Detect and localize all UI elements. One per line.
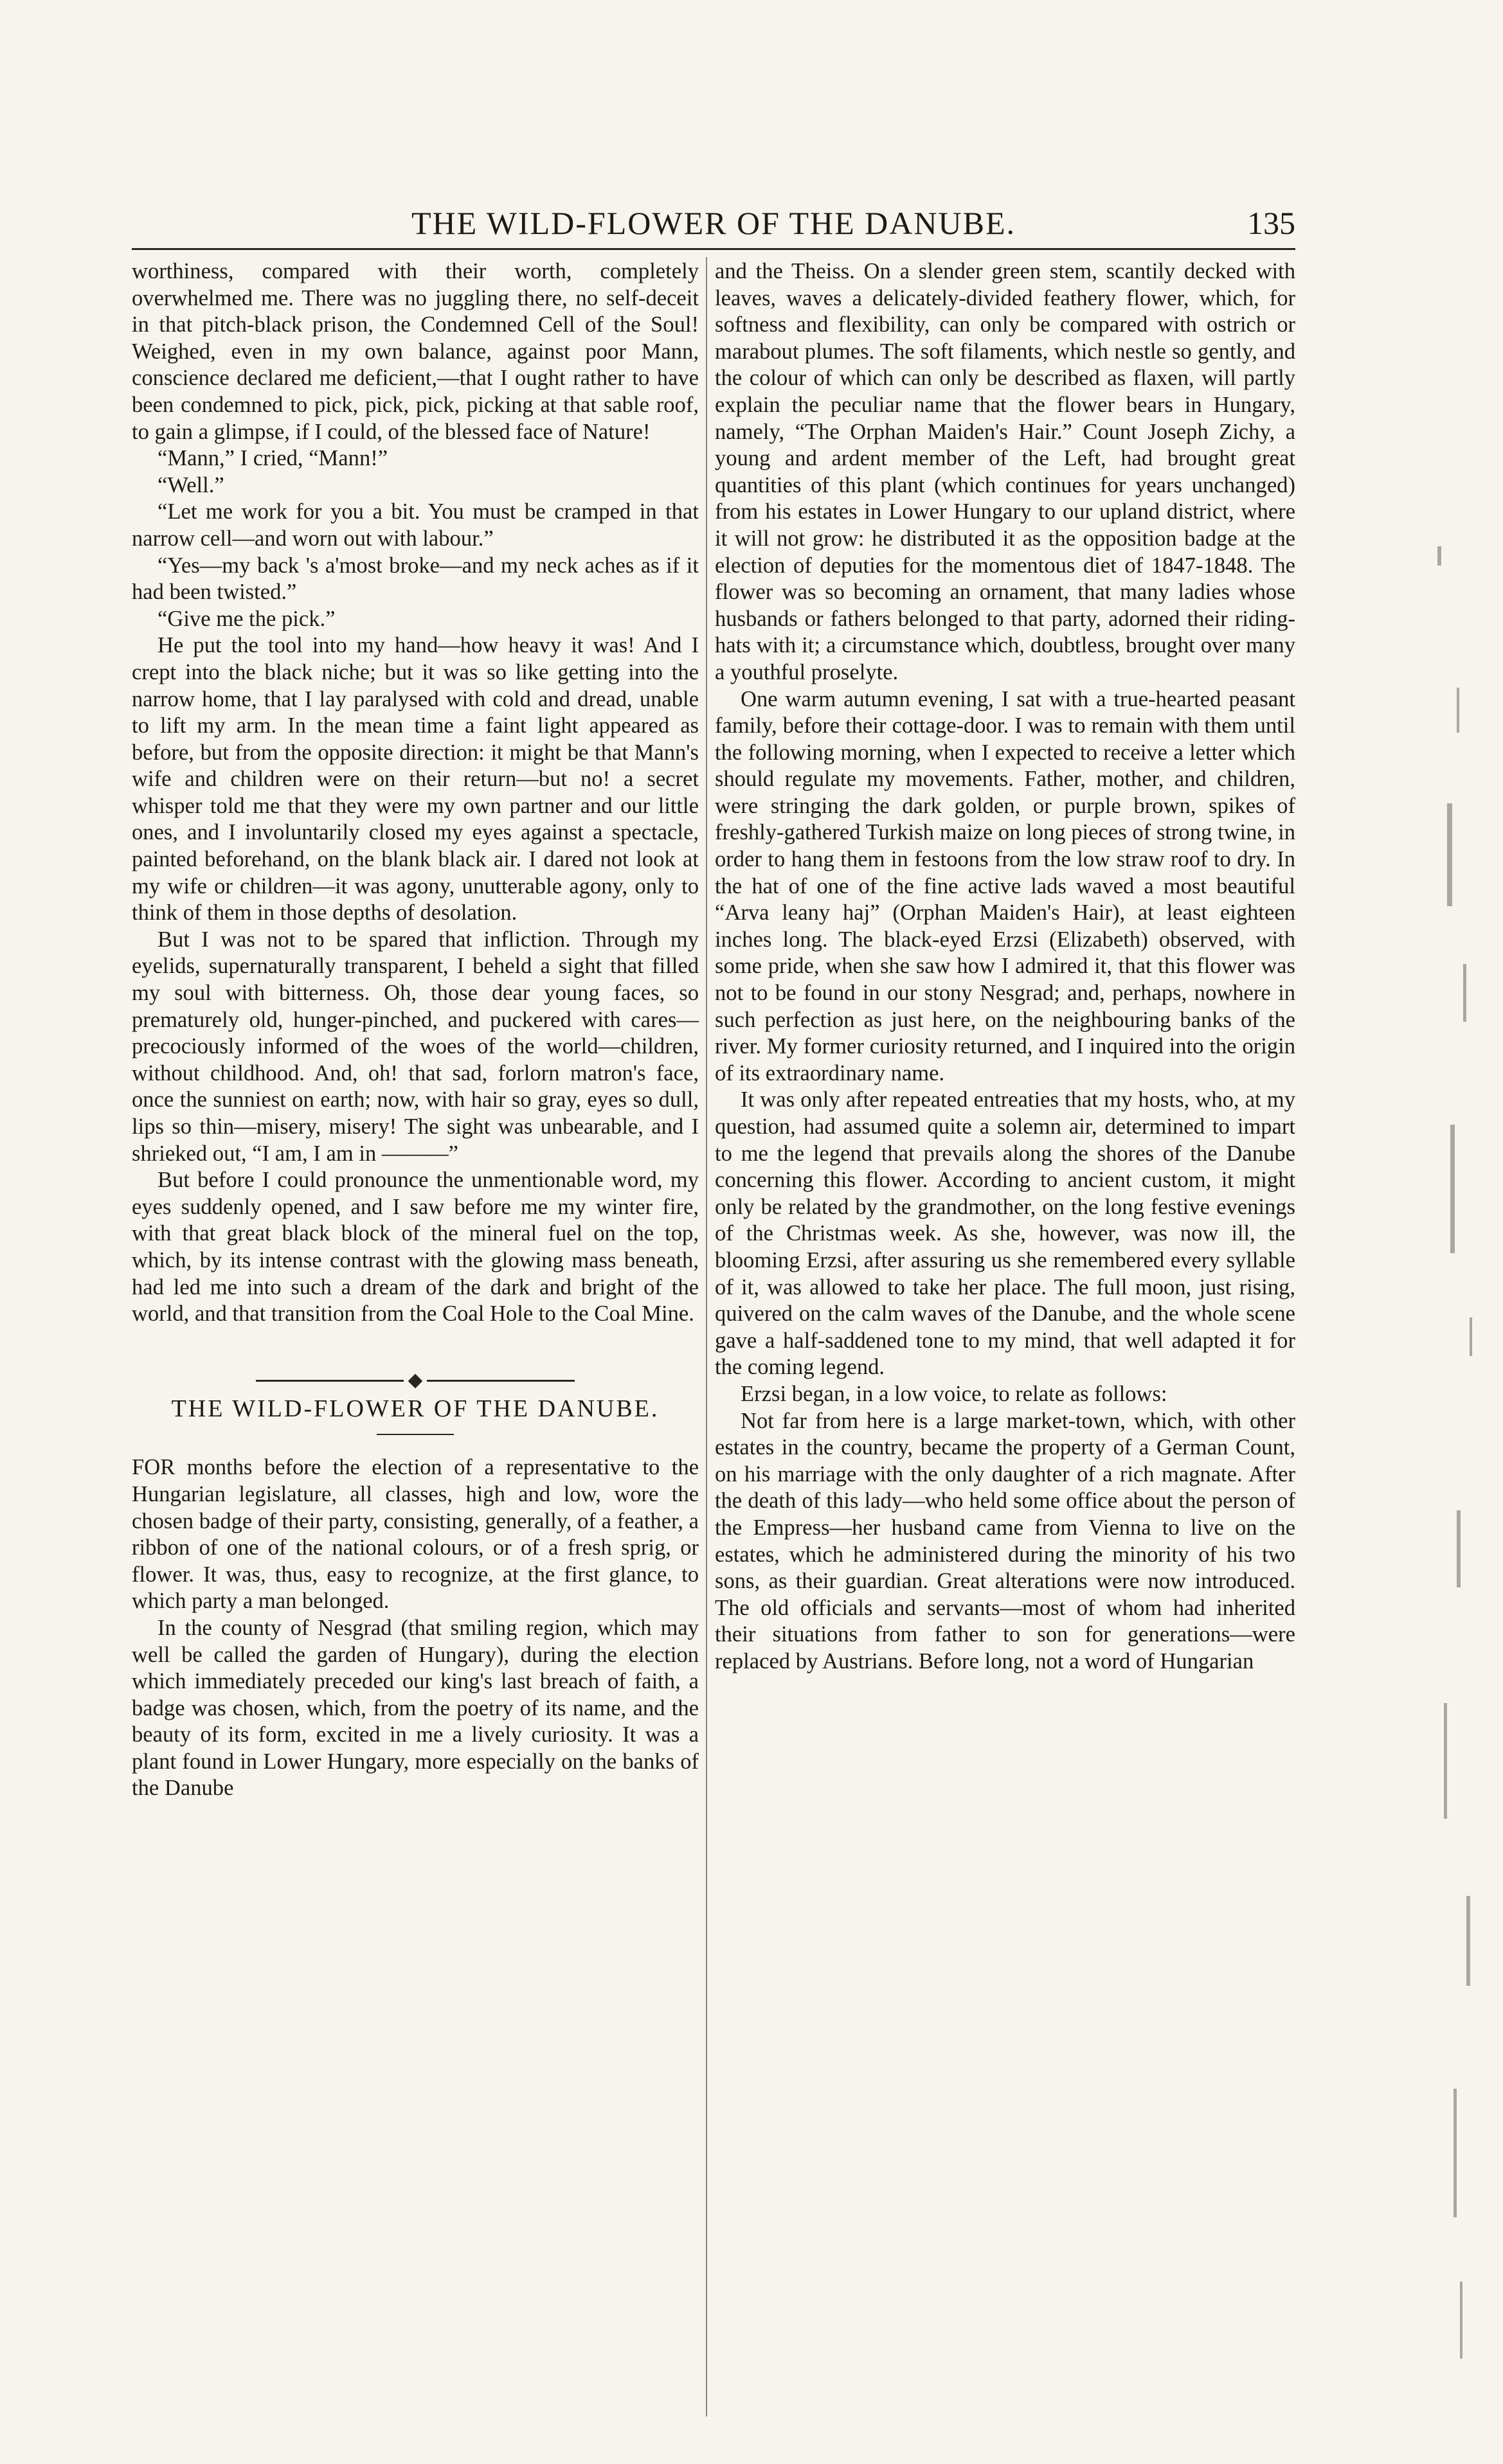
paragraph: and the Theiss. On a slender green stem, scantily decked with leaves, waves a delicately-divided feathery flower, which, for softness and flexibility, can only be compared with ostrich or marabout plumes. The soft filaments, which nestle so gently, and the colour of which can only be described as flaxen, will partly explain the peculiar name that the flower bears in Hungary, namely, “The Orphan Maiden's Hair.” Count Joseph Zichy, a young and ardent member of the Left, had brought great quantities of this plant (which continues for years unchanged) from his estates in Lower Hungary to our upland district, where it will not grow: he distributed it as the opposition badge at the election of deputies for the momentous diet of 1847-1848. The flower was so becoming an ornament, that many ladies whose husbands or fathers belonged to that party, adorned their riding-hats with it; a circumstance which, doubtless, brought over many a youthful proselyte. <box>715 259 1295 684</box>
paragraph: It was only after repeated entreaties that my hosts, who, at my question, had assumed quite a solemn air, determined to impart to me the legend that prevails along the shores of the Danube concerning this flower. According to ancient custom, it might only be related by the grandmother, on the long festive evenings of the Christmas week. As she, however, was now ill, the blooming Erzsi, after assuring us she remembered every syllable of it, was allowed to take her place. The full moon, just rising, quivered on the calm waves of the Danube, and the whole scene gave a half-saddened tone to my mind, that well adapted it for the coming legend. <box>715 1087 1295 1380</box>
paragraph: “Let me work for you a bit. You must be cramped in that narrow cell—and worn out with labour.” <box>132 499 699 551</box>
paragraph: “Well.” <box>158 472 224 497</box>
page-number: 135 <box>1247 205 1295 241</box>
section-ornament <box>132 1366 699 1382</box>
right-column-text <box>715 258 1295 1675</box>
article-title: THE WILD-FLOWER OF THE DANUBE. <box>171 1395 660 1422</box>
paragraph: “Yes—my back 's a'most broke—and my neck aches as if it had been twisted.” <box>132 553 699 605</box>
left-column-article-text <box>132 1454 699 1802</box>
left-column-text <box>132 258 699 1328</box>
paragraph: Erzsi began, in a low voice, to relate as follows: <box>741 1381 1167 1406</box>
column-divider <box>706 257 707 2416</box>
paragraph: “Give me the pick.” <box>158 606 336 631</box>
paragraph: He put the tool into my hand—how heavy it was! And I crept into the black niche; but it was so like getting into the narrow home, that I lay paralysed with cold and dread, unable to lift my arm. In the mean time a faint light appeared as before, but from the opposite direction: it might be that Mann's wife and children were on their return—but no! a secret whisper told me that they were my own partner and our little ones, and I involuntarily closed my eyes against a spectacle, painted beforehand, on the blank black air. I dared not look at my wife or children—it was agony, unutterable agony, only to think of them in those depths of desolation. <box>132 633 699 925</box>
paragraph: One warm autumn evening, I sat with a true-hearted peasant family, before their cottage-door. I was to remain with them until the following morning, when I expected to receive a letter which should regulate my movements. Father, mother, and children, were stringing the dark golden, or purple brown, spikes of freshly-gathered Turkish maize on long pieces of strong twine, in order to hang them in festoons from the low straw roof to dry. In the hat of one of the fine active lads waved a most beautiful “Arva leany haj” (Orphan Maiden's Hair), at least eighteen inches long. The black-eyed Erzsi (Elizabeth) observed, with some pride, when she saw how I admired it, that this flower was not to be found in our stony Nesgrad; and, perhaps, nowhere in such perfection as just here, on the neighbouring banks of the river. My former curiosity returned, and I inquired into the origin of its extraordinary name. <box>715 686 1295 1085</box>
left-column <box>132 258 699 1802</box>
paragraph: In the county of Nesgrad (that smiling region, which may well be called the garden of Hungary), during the election which immediately preceded our king's last breach of faith, a badge was chosen, which, from the poetry of its name, and the beauty of its form, excited in me a lively curiosity. It was a plant found in Lower Hungary, more especially on the banks of the Danube <box>132 1615 699 1801</box>
ornament-diamond <box>408 1373 423 1388</box>
ornament-line-left <box>256 1380 404 1382</box>
paragraph: “Mann,” I cried, “Mann!” <box>158 446 388 471</box>
article-title-rule <box>377 1434 454 1435</box>
paragraph: FOR months before the election of a representative to the Hungarian legislature, all classes, high and low, wore the chosen badge of their party, consisting, generally, of a feather, a ribbon of one of the national colours, or of a fresh sprig, or flower. It was, thus, easy to recognize, at the first glance, to which party a man belonged. <box>132 1455 699 1614</box>
scan-margin-speckle <box>1412 225 1495 2410</box>
ornament-line-right <box>427 1380 575 1382</box>
running-title: THE WILD-FLOWER OF THE DANUBE. <box>411 205 1016 241</box>
header-rule <box>132 248 1295 250</box>
paragraph: But I was not to be spared that infliction. Through my eyelids, supernaturally transparent, I beheld a sight that filled my soul with bitterness. Oh, those dear young faces, so prematurely old, hunger-pinched, and puckered with cares—precociously informed of the woes of the world—children, without childhood. And, oh! that sad, forlorn matron's face, once the sunniest on earth; now, with hair so gray, eyes so dull, lips so thin—misery, misery! The sight was unbearable, and I shrieked out, “I am, I am in ———” <box>132 927 699 1166</box>
right-column <box>715 258 1295 1675</box>
paragraph: But before I could pronounce the unmentionable word, my eyes suddenly opened, and I saw before me my winter fire, with that great black block of the mineral fuel on the top, which, by its intense contrast with the glowing mass beneath, had led me into such a dream of the dark and bright of the world, and that transition from the Coal Hole to the Coal Mine. <box>132 1168 699 1326</box>
paragraph: worthiness, compared with their worth, completely overwhelmed me. There was no juggling there, no self-deceit in that pitch-black prison, the Condemned Cell of the Soul! Weighed, even in my own balance, against poor Mann, conscience declared me deficient,—that I ought rather to have been condemned to pick, pick, pick, picking at that sable roof, to gain a glimpse, if I could, of the blessed face of Nature! <box>132 259 699 444</box>
page-header <box>132 204 1295 243</box>
paragraph: Not far from here is a large market-town, which, with other estates in the country, became the property of a German Count, on his marriage with the only daughter of a rich magnate. After the death of this lady—who held some office about the person of the Empress—her husband came from Vienna to live on the estates, which he administered during the minority of his two sons, as their guardian. Great alterations were now introduced. The old officials and servants—most of whom had inherited their situations from father to son for generations—were replaced by Austrians. Before long, not a word of Hungarian <box>715 1408 1295 1674</box>
